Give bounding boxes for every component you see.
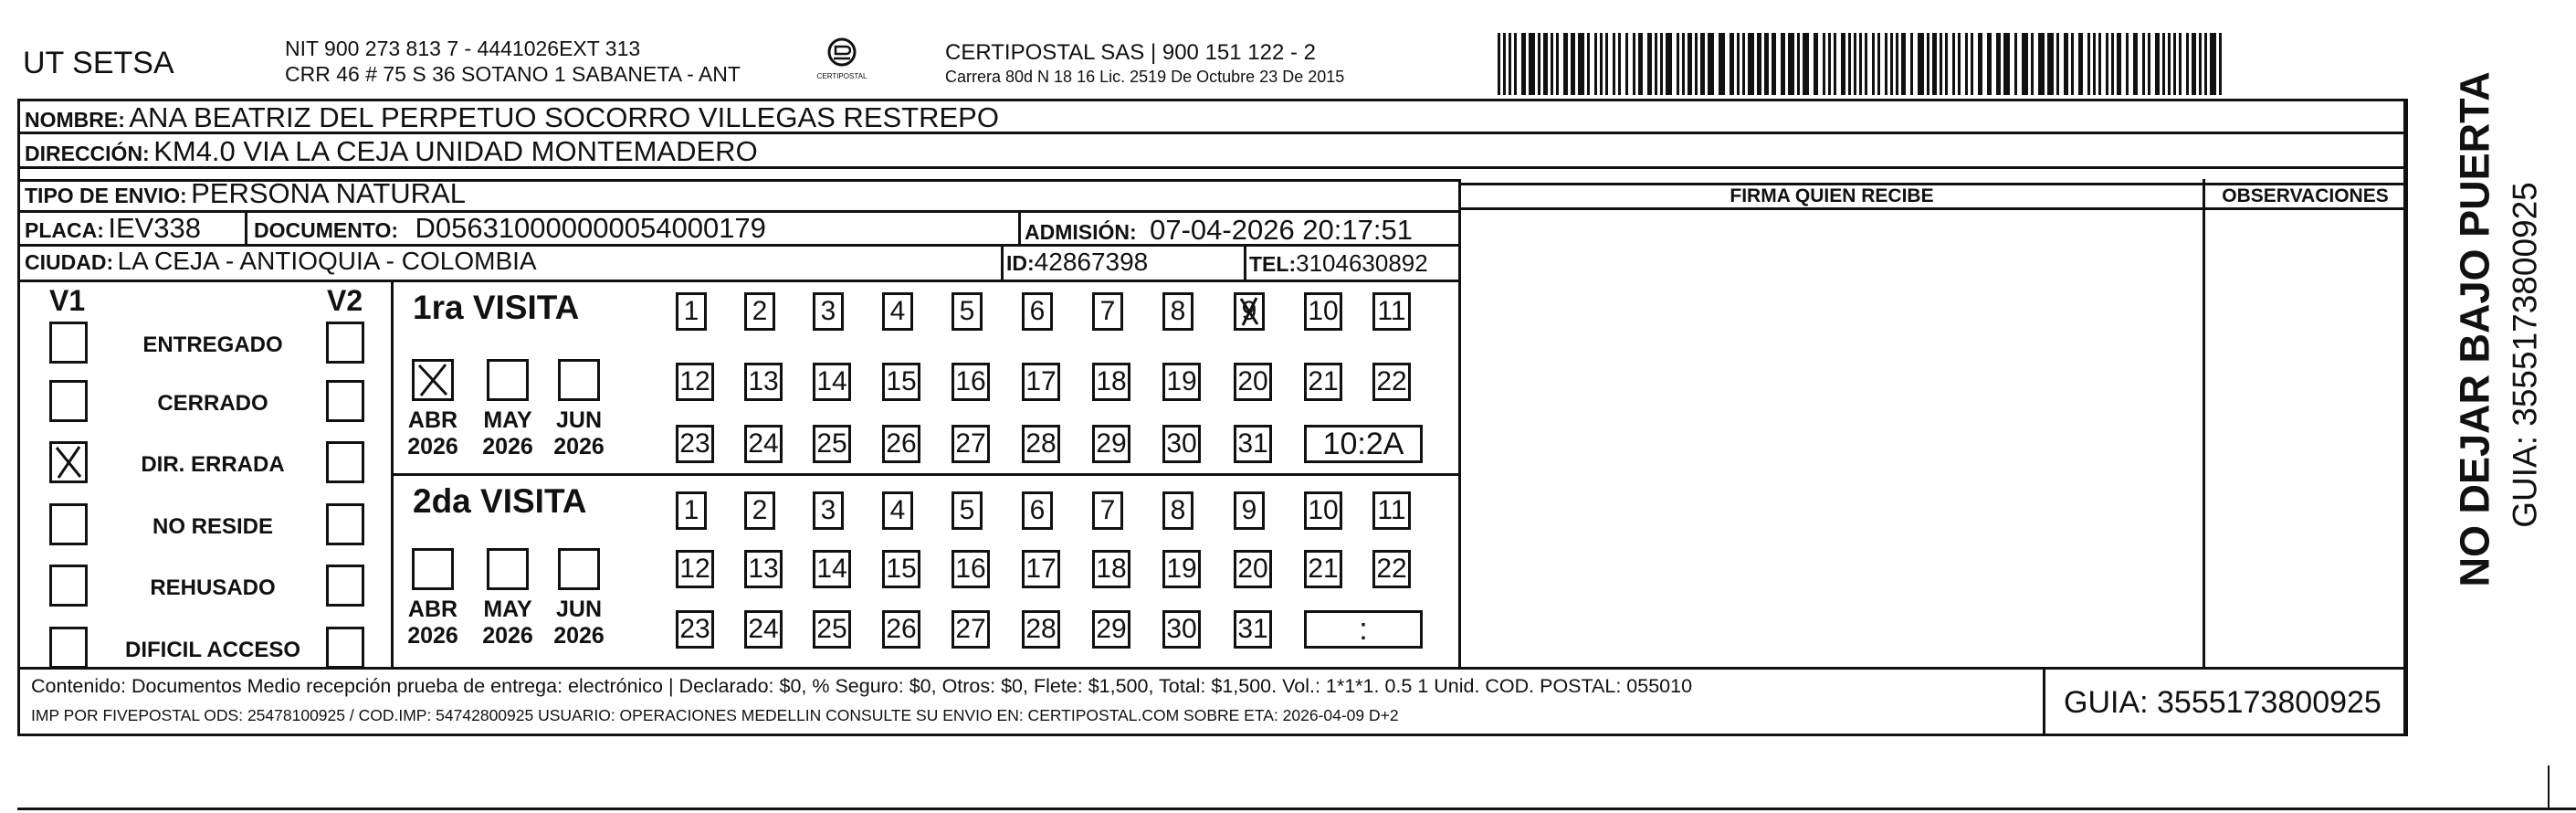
barcode-bar — [1700, 33, 1705, 95]
tipo-envio-row — [25, 179, 466, 207]
second-visit-day-box[interactable]: 15 — [882, 550, 920, 588]
barcode-bar — [2047, 33, 2054, 95]
second-visit-day-box[interactable]: 24 — [744, 610, 783, 649]
barcode-bar — [1932, 33, 1937, 95]
first-visit-month-name: ABR — [407, 407, 458, 433]
barcode-bar — [2106, 33, 2108, 95]
id-label: ID: — [1006, 251, 1035, 275]
first-visit-month-checkbox[interactable] — [487, 359, 529, 401]
barcode-bar — [1828, 33, 1831, 95]
footer-content-line: Contenido: Documentos Medio recepción prueba de entrega: electrónico | Declarado: $0, % Seguro: $0, Otros: $0, Flete: $1,500, Total: $1,500. Vol.: 1*1*1. 0.5 1 Unid. COD. POSTAL: 055010 — [31, 675, 1693, 697]
second-visit-day-box[interactable]: 9 — [1234, 491, 1265, 530]
ciudad-row — [25, 248, 537, 274]
second-visit-month-year: 2026 — [407, 623, 458, 649]
observaciones-header: OBSERVACIONES — [2222, 185, 2389, 206]
barcode-bar — [1509, 33, 1511, 95]
second-visit-month-name: MAY — [483, 597, 532, 622]
placa-value: IEV338 — [108, 212, 202, 244]
nombre-row — [25, 103, 999, 132]
logo-caption: CERTIPOSTAL — [816, 72, 867, 80]
barcode-bar — [1927, 33, 1929, 95]
first-visit-month-checkbox[interactable] — [412, 359, 454, 401]
barcode-bar — [2148, 33, 2150, 95]
barcode-bar — [1556, 33, 1559, 95]
id-value: 42867398 — [1034, 248, 1149, 276]
first-visit-day-box[interactable]: 1 — [676, 292, 707, 331]
signature-area[interactable] — [1461, 210, 2203, 667]
barcode-bar — [2003, 33, 2010, 95]
status-label: REHUSADO — [150, 575, 276, 600]
status-label: NO RESIDE — [152, 514, 274, 539]
first-visit-day-box[interactable]: 28 — [1022, 425, 1060, 463]
barcode-bar — [2192, 33, 2196, 95]
barcode-bar — [1605, 33, 1608, 95]
first-visit-month-label — [476, 407, 540, 460]
barcode-bar — [1677, 33, 1679, 95]
barcode-bar — [2117, 33, 2121, 95]
barcode-bar — [1708, 33, 1714, 95]
second-visit-month-checkbox[interactable] — [558, 548, 600, 590]
barcode-bar — [2204, 33, 2207, 95]
first-visit-day-box[interactable]: 8 — [1162, 292, 1193, 331]
barcode-bar — [2219, 33, 2222, 95]
certipostal-logo — [807, 37, 877, 88]
barcode-bar — [1730, 33, 1734, 95]
first-visit-day-box[interactable]: 16 — [952, 363, 990, 401]
barcode-bar — [1996, 33, 2001, 95]
first-visit-month-year: 2026 — [482, 434, 533, 459]
second-visit-month-year: 2026 — [482, 623, 533, 649]
barcode-bar — [1655, 33, 1657, 95]
first-visit-day-box[interactable] — [1234, 292, 1265, 331]
barcode-bar — [1848, 33, 1851, 95]
col-divider — [1001, 244, 1004, 280]
first-visit-day-box[interactable]: 12 — [676, 363, 714, 401]
second-visit-day-box[interactable]: 17 — [1022, 550, 1060, 588]
first-visit-day-box[interactable]: 31 — [1234, 425, 1272, 463]
barcode-bar — [1987, 33, 1992, 95]
barcode-bar — [1529, 33, 1535, 95]
first-visit-day-box[interactable]: 19 — [1162, 363, 1201, 401]
direccion-label: DIRECCIÓN: — [25, 142, 150, 165]
second-visit-month-label — [547, 597, 611, 649]
admision-value: 07-04-2026 20:17:51 — [1150, 214, 1413, 246]
barcode-bar — [1719, 33, 1725, 95]
barcode-bar — [2064, 33, 2068, 95]
barcode-bar — [1901, 33, 1906, 95]
barcode-bar — [1514, 33, 1517, 95]
barcode-bar — [1695, 33, 1698, 95]
certipostal-line-1: CERTIPOSTAL SAS | 900 151 122 - 2 — [945, 40, 1316, 65]
first-visit-day-box[interactable]: 13 — [744, 363, 783, 401]
first-visit-month-year: 2026 — [553, 434, 605, 459]
second-visit-day-box[interactable]: 30 — [1162, 610, 1201, 649]
barcode-bar — [1940, 33, 1942, 95]
tipo-envio-label: TIPO DE ENVIO: — [25, 184, 187, 207]
status-v2-checkbox[interactable] — [326, 441, 364, 483]
second-visit-day-box[interactable]: 28 — [1022, 610, 1060, 649]
first-visit-title: 1ra VISITA — [413, 289, 580, 326]
ciudad-label: CIUDAD: — [25, 250, 114, 274]
documento-value: D056310000000054000179 — [415, 212, 766, 244]
status-v1-checkbox[interactable] — [49, 565, 88, 607]
second-visit-day-box[interactable]: 5 — [952, 491, 983, 530]
admision-label: ADMISIÓN: — [1025, 220, 1137, 244]
first-visit-day-box[interactable]: 3 — [813, 292, 844, 331]
barcode-bar — [1563, 33, 1568, 95]
second-visit-month-name: ABR — [407, 597, 458, 622]
barcode-bar — [1742, 33, 1745, 95]
first-visit-time-box[interactable]: 10:2A — [1304, 425, 1423, 463]
barcode-bar — [1834, 33, 1836, 95]
second-visit-day-box[interactable]: 7 — [1092, 491, 1123, 530]
footer-guia: GUIA: 3555173800925 — [2064, 685, 2381, 720]
barcode-bar — [1647, 33, 1652, 95]
barcode-bar — [1688, 33, 1692, 95]
cut-line-end — [2548, 765, 2550, 808]
v2-header: V2 — [327, 284, 363, 317]
v1-header: V1 — [49, 284, 86, 317]
certipostal-line-2: Carrera 80d N 18 16 Lic. 2519 De Octubre 23 De 2015 — [945, 68, 1345, 86]
status-v2-checkbox[interactable] — [326, 503, 364, 545]
id-row — [1006, 249, 1148, 275]
direccion-value: KM4.0 VIA LA CEJA UNIDAD MONTEMADERO — [153, 135, 758, 167]
barcode-bar — [2022, 33, 2028, 95]
second-visit-month-checkbox[interactable] — [412, 548, 454, 590]
second-visit-day-box[interactable]: 12 — [676, 550, 714, 588]
barcode-bar — [2071, 33, 2074, 95]
check-mark-icon — [415, 362, 451, 398]
placa-label: PLACA: — [25, 218, 104, 242]
first-visit-month-name: MAY — [483, 407, 532, 433]
first-visit-day-box[interactable]: 29 — [1092, 425, 1130, 463]
barcode-bar — [1764, 33, 1769, 95]
barcode-bar — [1633, 33, 1635, 95]
barcode-bar — [1803, 33, 1809, 95]
second-visit-day-box[interactable]: 11 — [1372, 491, 1411, 530]
barcode-bar — [1971, 33, 1973, 95]
barcode-bar — [1600, 33, 1603, 95]
second-visit-month-label — [401, 597, 465, 649]
col-divider — [2405, 99, 2408, 736]
barcode-bar — [1885, 33, 1887, 95]
status-label: DIR. ERRADA — [141, 452, 285, 477]
first-visit-day-box[interactable]: 21 — [1304, 363, 1342, 401]
barcode-bar — [1498, 33, 1500, 95]
first-visit-day-box[interactable]: 25 — [813, 425, 851, 463]
status-v2-checkbox[interactable] — [326, 380, 364, 422]
barcode-bar — [2031, 33, 2034, 95]
admision-row — [1025, 216, 1413, 244]
first-visit-day-box[interactable]: 30 — [1162, 425, 1201, 463]
second-visit-month-name: JUN — [555, 597, 602, 622]
nombre-label: NOMBRE: — [25, 108, 125, 132]
status-v2-checkbox[interactable] — [326, 627, 364, 669]
barcode-bar — [1823, 33, 1825, 95]
cut-line — [17, 808, 2576, 810]
status-label: CERRADO — [157, 391, 268, 416]
barcode-bar — [1958, 33, 1961, 95]
barcode-bar — [1748, 33, 1754, 95]
barcode-bar — [2133, 33, 2138, 95]
second-visit-day-box[interactable]: 20 — [1234, 550, 1272, 588]
barcode-bar — [1859, 33, 1862, 95]
status-label: DIFICIL ACCESO — [124, 638, 300, 662]
barcode-bar — [1797, 33, 1800, 95]
second-visit-day-box[interactable]: 2 — [744, 491, 775, 530]
second-visit-day-box[interactable]: 31 — [1234, 610, 1272, 649]
first-visit-day-box[interactable]: 2 — [744, 292, 775, 331]
barcode-bar — [1841, 33, 1845, 95]
barcode-bar — [2078, 33, 2083, 95]
first-visit-day-box[interactable]: 27 — [952, 425, 990, 463]
second-visit-day-box[interactable]: 16 — [952, 550, 990, 588]
barcode-bar — [1613, 33, 1615, 95]
barcode-bar — [1965, 33, 1968, 95]
second-visit-day-box[interactable]: 10 — [1304, 491, 1342, 530]
documento-label: DOCUMENTO: — [254, 218, 399, 242]
row-divider — [17, 667, 2407, 670]
barcode-bar — [1872, 33, 1875, 95]
barcode-bar — [2155, 33, 2160, 95]
first-visit-day-box[interactable]: 15 — [882, 363, 920, 401]
ciudad-value: LA CEJA - ANTIOQUIA - COLOMBIA — [117, 247, 537, 275]
first-visit-day-box[interactable]: 20 — [1234, 363, 1272, 401]
barcode-bar — [1666, 33, 1672, 95]
second-visit-day-box[interactable]: 27 — [952, 610, 990, 649]
col-divider — [1018, 210, 1021, 244]
nombre-value: ANA BEATRIZ DEL PERPETUO SOCORRO VILLEGAS RESTREPO — [129, 101, 999, 133]
second-visit-day-box[interactable]: 25 — [813, 610, 851, 649]
first-visit-day-box[interactable]: 6 — [1022, 292, 1053, 331]
first-visit-month-checkbox[interactable] — [558, 359, 600, 401]
first-visit-day-box[interactable]: 17 — [1022, 363, 1060, 401]
status-v2-checkbox[interactable] — [326, 565, 364, 607]
barcode — [1498, 33, 2228, 97]
barcode-bar — [2162, 33, 2165, 95]
barcode-bar — [2199, 33, 2202, 95]
barcode-bar — [1814, 33, 1818, 95]
barcode-bar — [2093, 33, 2096, 95]
barcode-bar — [1571, 33, 1575, 95]
barcode-bar — [1757, 33, 1761, 95]
second-visit-day-box[interactable]: 13 — [744, 550, 783, 588]
barcode-bar — [1503, 33, 1506, 95]
barcode-bar — [1772, 33, 1776, 95]
barcode-bar — [2038, 33, 2045, 95]
second-visit-month-label — [476, 597, 540, 649]
tel-row — [1249, 251, 1428, 275]
second-visit-day-box[interactable]: 6 — [1022, 491, 1053, 530]
first-visit-month-name: JUN — [555, 407, 602, 433]
tel-value: 3104630892 — [1296, 249, 1428, 277]
company-name: UT SETSA — [23, 46, 174, 80]
second-visit-day-box[interactable]: 4 — [882, 491, 913, 530]
barcode-bar — [1978, 33, 1982, 95]
firma-header: FIRMA QUIEN RECIBE — [1730, 185, 1934, 206]
second-visit-month-checkbox[interactable] — [487, 548, 529, 590]
barcode-bar — [1682, 33, 1685, 95]
first-visit-day-box[interactable]: 10 — [1304, 292, 1342, 331]
barcode-bar — [1896, 33, 1898, 95]
tel-label: TEL: — [1249, 252, 1297, 276]
first-visit-day-box[interactable]: 14 — [813, 363, 851, 401]
barcode-bar — [1618, 33, 1621, 95]
second-visit-day-box[interactable]: 18 — [1092, 550, 1130, 588]
barcode-bar — [1945, 33, 1948, 95]
first-visit-day-box[interactable]: 18 — [1092, 363, 1130, 401]
second-visit-time-box[interactable]: : — [1304, 610, 1423, 649]
first-visit-month-year: 2026 — [407, 434, 458, 459]
status-v1-checkbox[interactable] — [49, 627, 88, 669]
status-v2-checkbox[interactable] — [326, 322, 364, 364]
barcode-bar — [2056, 33, 2059, 95]
first-visit-day-box[interactable]: 26 — [882, 425, 920, 463]
barcode-bar — [2142, 33, 2145, 95]
tipo-envio-value: PERSONA NATURAL — [191, 177, 466, 209]
barcode-bar — [1910, 33, 1913, 95]
barcode-bar — [2126, 33, 2129, 95]
first-visit-day-number: 9 — [1241, 296, 1257, 326]
barcode-bar — [1890, 33, 1893, 95]
first-visit-day-box[interactable]: 5 — [952, 292, 983, 331]
barcode-bar — [1551, 33, 1553, 95]
side-guia: GUIA: 3555173800925 — [2506, 182, 2544, 528]
second-visit-day-box[interactable]: 3 — [813, 491, 844, 530]
barcode-bar — [2098, 33, 2101, 95]
barcode-bar — [1578, 33, 1584, 95]
first-visit-day-box[interactable]: 24 — [744, 425, 783, 463]
second-visit-day-box[interactable]: 22 — [1372, 550, 1411, 588]
nit-line-2: CRR 46 # 75 S 36 SOTANO 1 SABANETA - ANT — [285, 62, 741, 86]
barcode-bar — [1594, 33, 1597, 95]
second-visit-day-box[interactable]: 14 — [813, 550, 851, 588]
status-v1-checkbox[interactable] — [49, 503, 88, 545]
check-mark-icon — [52, 444, 85, 480]
barcode-bar — [2014, 33, 2017, 95]
barcode-bar — [1918, 33, 1924, 95]
barcode-bar — [2168, 33, 2171, 95]
first-visit-day-box[interactable]: 11 — [1372, 292, 1411, 331]
barcode-bar — [1865, 33, 1867, 95]
first-visit-month-label — [547, 407, 611, 460]
row-divider — [17, 280, 1458, 282]
col-divider — [245, 210, 247, 244]
second-visit-day-box[interactable]: 26 — [882, 610, 920, 649]
barcode-bar — [1538, 33, 1540, 95]
first-visit-day-box[interactable]: 22 — [1372, 363, 1411, 401]
barcode-bar — [2186, 33, 2189, 95]
observations-area[interactable] — [2205, 210, 2405, 667]
barcode-bar — [1788, 33, 1794, 95]
status-v1-checkbox[interactable] — [49, 380, 88, 422]
barcode-bar — [1660, 33, 1663, 95]
first-visit-day-box[interactable]: 4 — [882, 292, 913, 331]
direccion-row — [25, 137, 758, 165]
barcode-bar — [2179, 33, 2182, 95]
placa-row — [25, 214, 201, 242]
second-visit-day-box[interactable]: 8 — [1162, 491, 1193, 530]
second-visit-day-box[interactable]: 21 — [1304, 550, 1342, 588]
status-v1-checkbox[interactable] — [49, 441, 88, 483]
second-visit-day-box[interactable]: 1 — [676, 491, 707, 530]
barcode-bar — [1781, 33, 1785, 95]
barcode-bar — [1587, 33, 1590, 95]
barcode-bar — [2173, 33, 2176, 95]
second-visit-month-year: 2026 — [553, 623, 605, 649]
section-divider — [391, 473, 1458, 476]
second-visit-day-box[interactable]: 23 — [676, 610, 714, 649]
footer-print-line: IMP POR FIVEPOSTAL ODS: 25478100925 / COD.IMP: 54742800925 USUARIO: OPERACIONES MEDELLIN CONSULTE SU ENVIO EN: CERTIPOSTAL.COM SOBRE ETA: 2026-04-09 D+2 — [31, 706, 1399, 724]
barcode-bar — [1737, 33, 1740, 95]
status-v1-checkbox[interactable] — [49, 322, 88, 364]
barcode-bar — [1543, 33, 1548, 95]
nit-line-1: NIT 900 273 813 7 - 4441026EXT 313 — [285, 37, 641, 60]
documento-row — [254, 214, 766, 242]
second-visit-day-box[interactable]: 19 — [1162, 550, 1201, 588]
barcode-bar — [1952, 33, 1955, 95]
barcode-bar — [1521, 33, 1526, 95]
col-divider — [1244, 244, 1246, 280]
barcode-bar — [1638, 33, 1643, 95]
col-divider — [2043, 667, 2045, 736]
barcode-bar — [2087, 33, 2090, 95]
barcode-bar — [1877, 33, 1880, 95]
barcode-bar — [2210, 33, 2216, 95]
second-visit-day-box[interactable]: 29 — [1092, 610, 1130, 649]
first-visit-day-box[interactable]: 23 — [676, 425, 714, 463]
first-visit-month-label — [401, 407, 465, 460]
barcode-bar — [1625, 33, 1628, 95]
barcode-bar — [1854, 33, 1856, 95]
first-visit-day-box[interactable]: 7 — [1092, 292, 1123, 331]
status-label: ENTREGADO — [142, 333, 283, 357]
barcode-bar — [2111, 33, 2114, 95]
second-visit-title: 2da VISITA — [413, 482, 587, 520]
side-warning: NO DEJAR BAJO PUERTA — [2451, 71, 2498, 587]
